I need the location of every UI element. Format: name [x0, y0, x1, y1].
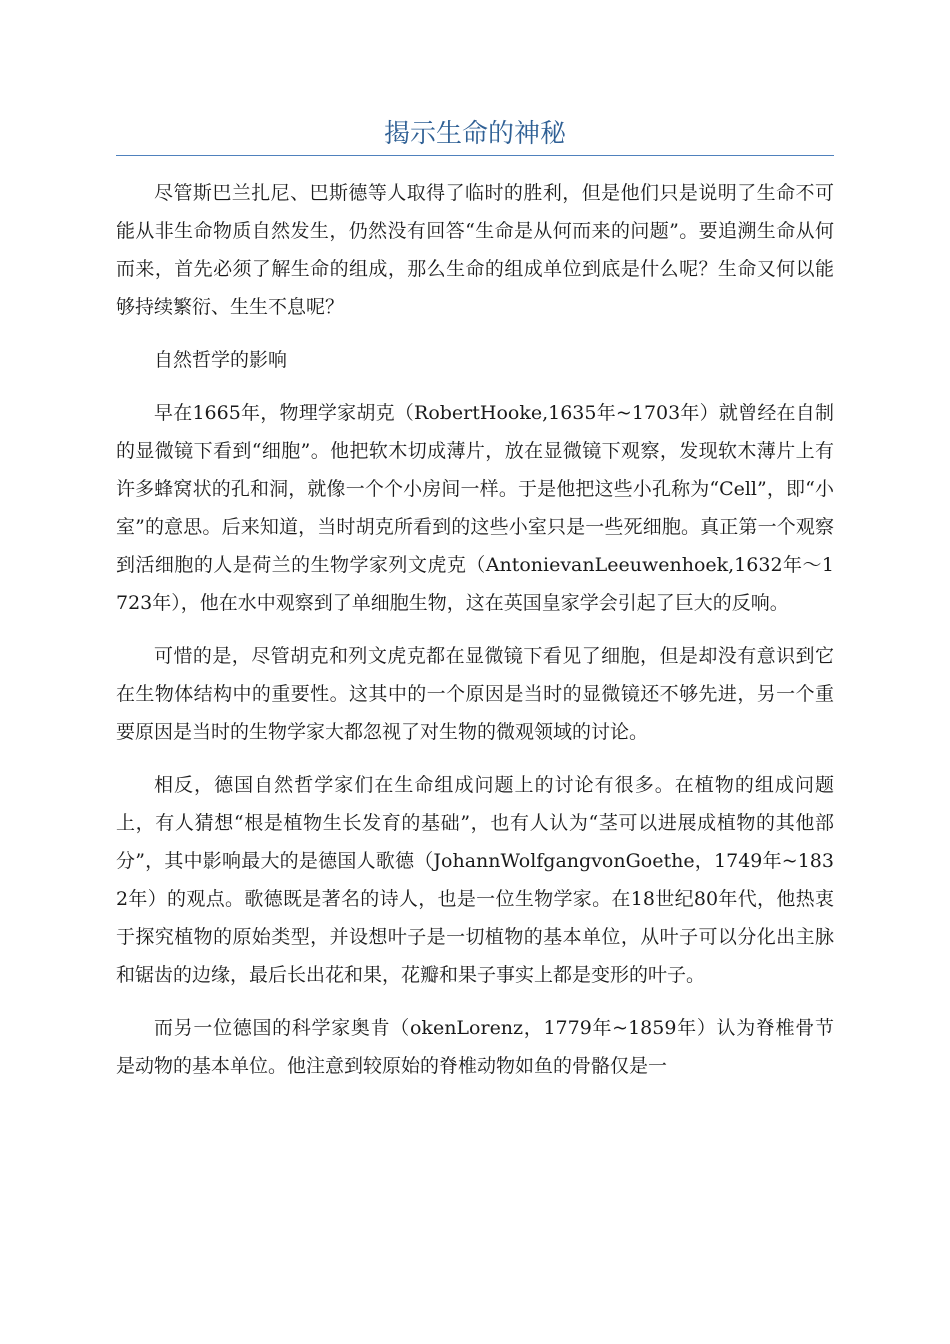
title-underline	[116, 155, 834, 156]
paragraph-oken: 而另一位德国的科学家奥肯（okenLorenz，1779年~1859年）认为脊椎骨节是动物的基本单位。他注意到较原始的脊椎动物如鱼的骨骼仅是一	[116, 1017, 834, 1077]
page-title: 揭示生命的神秘	[383, 119, 566, 149]
document-body	[116, 174, 834, 1100]
paragraph-intro: 尽管斯巴兰扎尼、巴斯德等人取得了临时的胜利，但是他们只是说明了生命不可能从非生命物质自然发生，仍然没有回答“生命是从何而来的问题”。要追溯生命从何而来，首先必须了解生命的组成，那么生命的组成单位到底是什么呢？生命又何以能够持续繁衍、生生不息呢？	[116, 182, 834, 318]
section-heading: 自然哲学的影响	[154, 349, 288, 371]
paragraph-goethe: 相反，德国自然哲学家们在生命组成问题上的讨论有很多。在植物的组成问题上，有人猜想“根是植物生长发育的基础”，也有人认为“茎可以进展成植物的其他部分”，其中影响最大的是德国人歌德（JohannWolfgangvonGoethe，1749年~1832年）的观点。歌德既是著名的诗人，也是一位生物学家。在18世纪80年代，他热衷于探究植物的原始类型，并设想叶子是一切植物的基本单位，从叶子可以分化出主脉和锯齿的边缘，最后长出花和果，花瓣和果子事实上都是变形的叶子。	[116, 774, 834, 986]
paragraph-microscope: 可惜的是，尽管胡克和列文虎克都在显微镜下看见了细胞，但是却没有意识到它在生物体结构中的重要性。这其中的一个原因是当时的显微镜还不够先进，另一个重要原因是当时的生物学家大都忽视了对生物的微观领域的讨论。	[116, 645, 834, 743]
paragraph-hooke: 早在1665年，物理学家胡克（RobertHooke,1635年~1703年）就曾经在自制的显微镜下看到“细胞”。他把软木切成薄片，放在显微镜下观察，发现软木薄片上有许多蜂窝状的孔和洞，就像一个个小房间一样。于是他把这些小孔称为“Cell”，即“小室”的意思。后来知道，当时胡克所看到的这些小室只是一些死细胞。真正第一个观察到活细胞的人是荷兰的生物学家列文虎克（AntonievanLeeuwenhoek,1632年～1723年），他在水中观察到了单细胞生物，这在英国皇家学会引起了巨大的反响。	[116, 402, 834, 614]
